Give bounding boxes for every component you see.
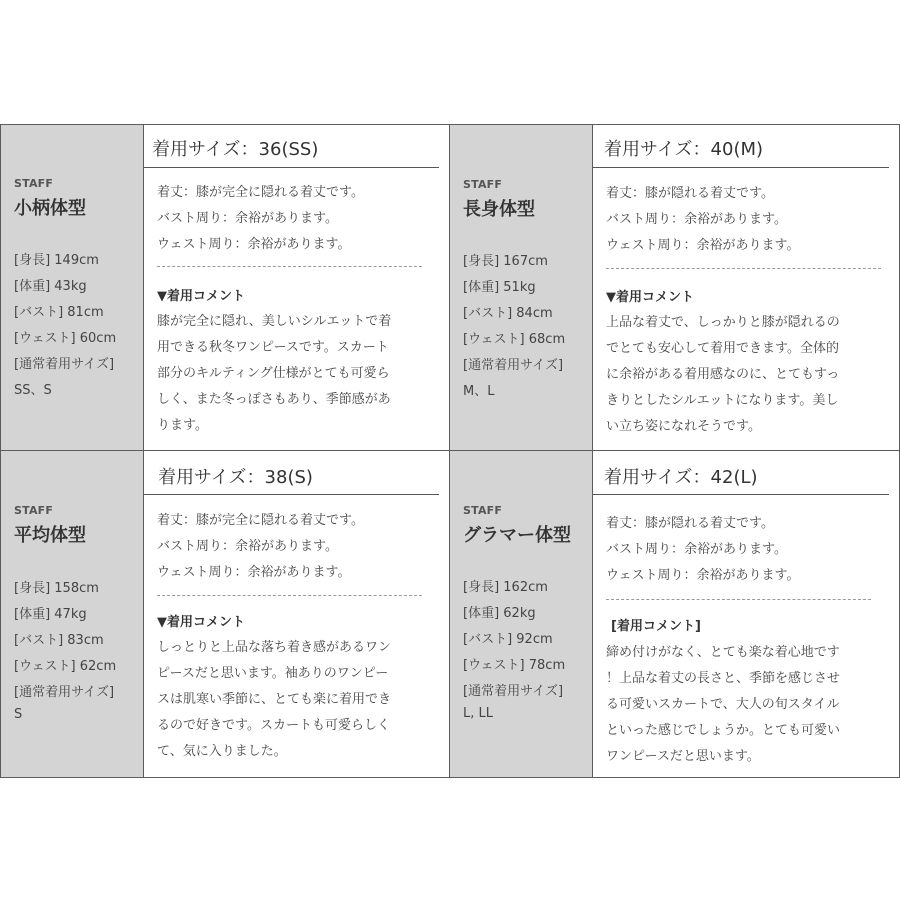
comment-line: 用できる秋冬ワンピースです。スカート — [157, 340, 389, 355]
length-fit: 着丈：膝が完全に隠れる着丈です。 — [157, 185, 364, 200]
comment-line: きりとしたシルエットになります。美し — [606, 393, 839, 408]
weight-stat: [体重] 43kg — [14, 279, 87, 294]
staff-profile-panel — [1, 125, 143, 450]
fit-detail-panel — [144, 125, 449, 450]
comment-line: 膝が完全に隠れ、美しいシルエットで着 — [157, 314, 392, 329]
bust-fit: バスト周り：余裕があります。 — [606, 212, 787, 227]
staff-profile-panel — [450, 125, 592, 450]
bust-stat: [バスト] 92cm — [463, 632, 553, 647]
usual-size-value: S — [14, 707, 23, 722]
comment-line: でとても安心して着用できます。全体的 — [606, 341, 839, 356]
comment-line: 締め付けがなく、とても楽な着心地です — [606, 645, 840, 660]
fit-detail-panel — [593, 451, 899, 777]
body-type-title: 長身体型 — [463, 199, 535, 220]
bust-stat: [バスト] 81cm — [14, 305, 104, 320]
usual-size-value: L, LL — [463, 706, 493, 721]
comment-line: ります。 — [157, 418, 208, 433]
height-stat: [身長] 162cm — [463, 580, 548, 595]
comment-line: 部分のキルティング仕様がとても可愛ら — [157, 366, 390, 381]
comment-line: しっとりと上品な落ち着き感があるワン — [157, 640, 392, 655]
waist-stat: [ウェスト] 60cm — [14, 331, 117, 346]
staff-profile-panel — [450, 451, 592, 777]
usual-size-value: SS、S — [14, 383, 52, 398]
staff-label: STAFF — [463, 178, 503, 191]
body-type-title: グラマー体型 — [463, 525, 571, 546]
waist-fit: ウェスト周り：余裕があります。 — [606, 238, 800, 253]
waist-stat: [ウェスト] 62cm — [14, 659, 117, 674]
usual-size-value: M、L — [463, 384, 495, 399]
usual-size-label: [通常着用サイズ] — [463, 684, 564, 699]
worn-size-title: 着用サイズ：36(SS) — [152, 139, 319, 160]
body-type-title: 平均体型 — [14, 525, 86, 546]
staff-label: STAFF — [463, 504, 503, 517]
comment-line: るので好きです。スカートも可愛らしく — [157, 718, 390, 733]
comment-line: る可愛いスカートで、大人の旬スタイル — [606, 697, 840, 712]
height-stat: [身長] 149cm — [14, 253, 99, 268]
comment-line: 上品な着丈で、しっかりと膝が隠れるの — [606, 315, 840, 330]
comment-label: [着用コメント] — [611, 619, 701, 634]
comment-line: ピースだと思います。袖ありのワンピー — [157, 666, 389, 681]
dashed-divider — [606, 599, 871, 600]
dashed-divider — [606, 268, 881, 269]
fit-detail-panel — [144, 451, 449, 777]
usual-size-label: [通常着用サイズ] — [14, 357, 115, 372]
bust-fit: バスト周り：余裕があります。 — [606, 542, 787, 557]
worn-size-title: 着用サイズ：40(M) — [604, 139, 764, 160]
dashed-divider — [157, 266, 422, 267]
staff-profile-panel — [1, 451, 143, 777]
title-underline — [144, 167, 439, 168]
title-underline — [593, 167, 889, 168]
comment-line: しく、また冬っぽさもあり、季節感があ — [157, 392, 391, 407]
waist-fit: ウェスト周り：余裕があります。 — [157, 565, 351, 580]
length-fit: 着丈：膝が隠れる着丈です。 — [606, 186, 774, 201]
height-stat: [身長] 158cm — [14, 581, 99, 596]
weight-stat: [体重] 51kg — [463, 280, 536, 295]
waist-stat: [ウェスト] 78cm — [463, 658, 566, 673]
weight-stat: [体重] 47kg — [14, 607, 87, 622]
dashed-divider — [157, 595, 422, 596]
usual-size-label: [通常着用サイズ] — [463, 358, 564, 373]
comment-line: い立ち姿になれそうです。 — [606, 419, 761, 434]
worn-size-title: 着用サイズ：38(S) — [158, 467, 313, 488]
body-type-title: 小柄体型 — [14, 198, 86, 219]
bust-fit: バスト周り：余裕があります。 — [157, 539, 338, 554]
height-stat: [身長] 167cm — [463, 254, 548, 269]
bust-fit: バスト周り：余裕があります。 — [157, 211, 338, 226]
comment-label: ▼着用コメント — [157, 615, 245, 630]
comment-line: に余裕がある着用感なのに、とてもすっ — [606, 367, 840, 382]
length-fit: 着丈：膝が隠れる着丈です。 — [606, 516, 774, 531]
comment-line: て、気に入りました。 — [157, 744, 287, 759]
bust-stat: [バスト] 84cm — [463, 306, 553, 321]
title-underline — [593, 494, 889, 495]
fit-detail-panel — [593, 125, 899, 450]
length-fit: 着丈：膝が完全に隠れる着丈です。 — [157, 513, 364, 528]
waist-fit: ウェスト周り：余裕があります。 — [157, 237, 351, 252]
staff-label: STAFF — [14, 504, 54, 517]
bust-stat: [バスト] 83cm — [14, 633, 104, 648]
staff-label: STAFF — [14, 177, 54, 190]
comment-label: ▼着用コメント — [606, 290, 694, 305]
comment-label: ▼着用コメント — [157, 289, 245, 304]
worn-size-title: 着用サイズ：42(L) — [604, 467, 758, 488]
waist-stat: [ウェスト] 68cm — [463, 332, 566, 347]
usual-size-label: [通常着用サイズ] — [14, 685, 115, 700]
waist-fit: ウェスト周り：余裕があります。 — [606, 568, 800, 583]
comment-line: といった感じでしょうか。とても可愛い — [606, 723, 841, 738]
comment-line: ワンピースだと思います。 — [606, 749, 760, 764]
comment-line: ！上品な着丈の長さと、季節を感じさせ — [606, 671, 841, 686]
comment-line: スは肌寒い季節に、とても楽に着用でき — [157, 692, 392, 707]
staff-size-table — [0, 124, 900, 778]
weight-stat: [体重] 62kg — [463, 606, 536, 621]
title-underline — [144, 494, 439, 495]
